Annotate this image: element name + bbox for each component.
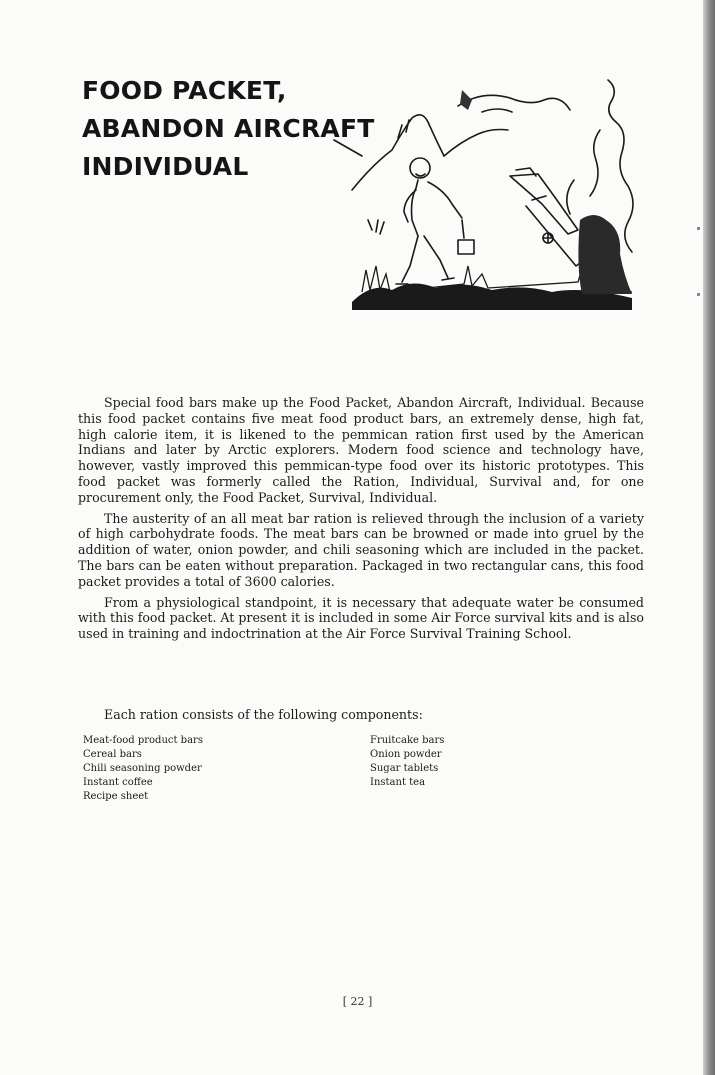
title-line: INDIVIDUAL bbox=[82, 152, 249, 181]
list-item: Chili seasoning powder bbox=[83, 763, 202, 774]
components-list-right bbox=[370, 734, 444, 790]
list-item: Fruitcake bars bbox=[370, 735, 445, 746]
list-item: Sugar tablets bbox=[370, 763, 439, 774]
list-item: Cereal bars bbox=[83, 749, 142, 760]
page-title bbox=[82, 72, 375, 186]
title-line: ABANDON AIRCRAFT bbox=[82, 114, 375, 143]
components-intro: Each ration consists of the following components: bbox=[104, 707, 423, 722]
list-item: Instant tea bbox=[370, 777, 426, 788]
list-item: Instant coffee bbox=[83, 777, 153, 788]
page-edge-shadow bbox=[703, 0, 715, 1075]
body-text bbox=[78, 395, 644, 647]
paragraph: Special food bars make up the Food Packet, Abandon Aircraft, Individual. Because this food packet contains five meat food product bars, an extremely dense, high fat, high calorie item, it is likened to the pemmican ration first used by the American Indians and later by Arctic explorers. Modern food science and technology have, however, vastly improved this pemmican-type food over its historic prototypes. This food packet was formerly called the Ration, Individual, Survival and, for one procurement only, the Food Packet, Survival, Individual. bbox=[78, 395, 644, 505]
list-item: Meat-food product bars bbox=[83, 735, 203, 746]
paragraph: From a physiological standpoint, it is necessary that adequate water be consumed with this food packet. At present it is included in some Air Force survival kits and is also used in training and indoctrination at the Air Force Survival Training School. bbox=[78, 594, 644, 642]
paragraph: The austerity of an all meat bar ration is relieved through the inclusion of a variety of high carbohydrate foods. The meat bars can be browned or made into gruel by the addition of water, onion powder, and chili seasoning which are included in the packet. The bars can be eaten without preparation. Packaged in two rectangular cans, this food packet provides a total of 3600 calories. bbox=[78, 510, 644, 589]
edge-mark bbox=[697, 293, 700, 296]
page-number: [ 22 ] bbox=[342, 995, 373, 1008]
airman-escaping-crashed-aircraft-illustration bbox=[332, 70, 654, 310]
title-line: FOOD PACKET, bbox=[82, 76, 287, 105]
list-item: Onion powder bbox=[370, 749, 442, 760]
edge-mark bbox=[697, 227, 700, 230]
components-list-left bbox=[83, 734, 203, 804]
list-item: Recipe sheet bbox=[83, 791, 149, 802]
